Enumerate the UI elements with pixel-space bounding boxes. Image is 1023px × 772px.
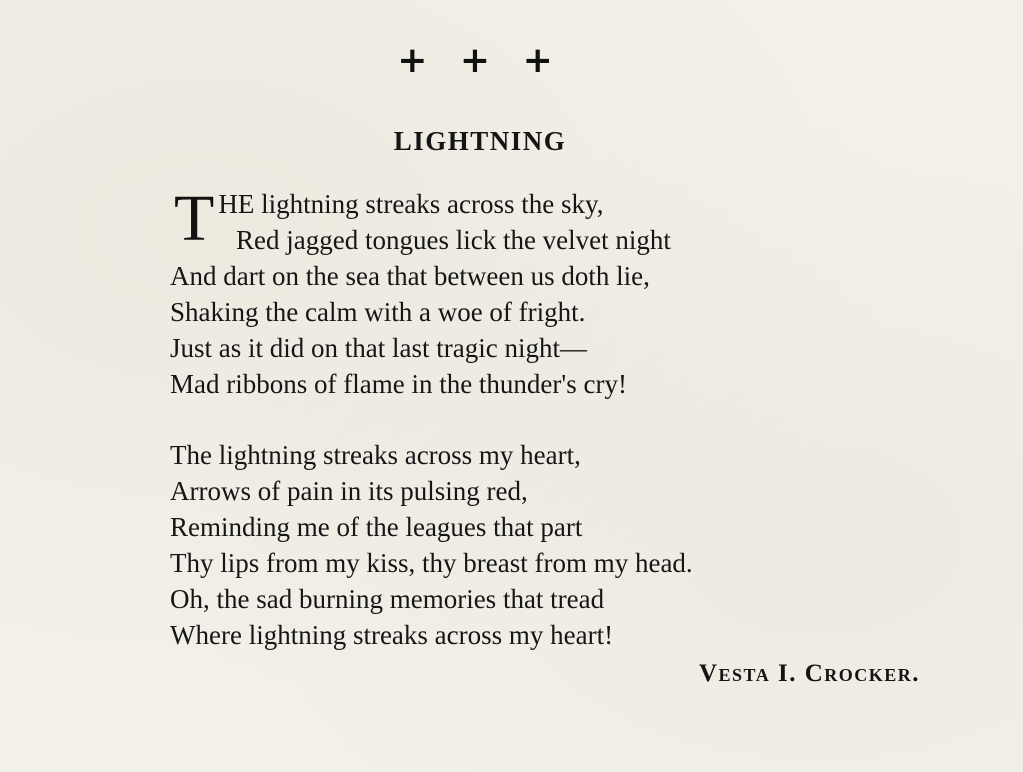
poem-line: Reminding me of the leagues that part xyxy=(170,512,583,542)
poem-line: And dart on the sea that between us doth lie, xyxy=(170,261,650,291)
poem-line: HE lightning streaks across the sky, xyxy=(218,189,604,219)
poem-line: Red jagged tongues lick the velvet night xyxy=(236,225,671,255)
poem-line: Thy lips from my kiss, thy breast from my head. xyxy=(170,548,693,578)
poem-line: Shaking the calm with a woe of fright. xyxy=(170,297,586,327)
poem-line: Where lightning streaks across my heart! xyxy=(170,620,614,650)
poem-line: Mad ribbons of flame in the thunder's cry! xyxy=(170,369,627,399)
drop-cap: T xyxy=(174,182,215,255)
poem-line: Oh, the sad burning memories that tread xyxy=(170,584,605,614)
poem-line: Arrows of pain in its pulsing red, xyxy=(170,476,528,506)
poem-line: Just as it did on that last tragic night— xyxy=(170,333,587,363)
poem-title: LIGHTNING xyxy=(393,126,567,156)
stanza-2 xyxy=(170,437,693,653)
poem-line: The lightning streaks across my heart, xyxy=(170,440,581,470)
stanza-1 xyxy=(170,182,671,402)
ornament-crosses: + + + xyxy=(397,40,563,81)
author-signature: Vesta I. Crocker. xyxy=(698,660,920,687)
